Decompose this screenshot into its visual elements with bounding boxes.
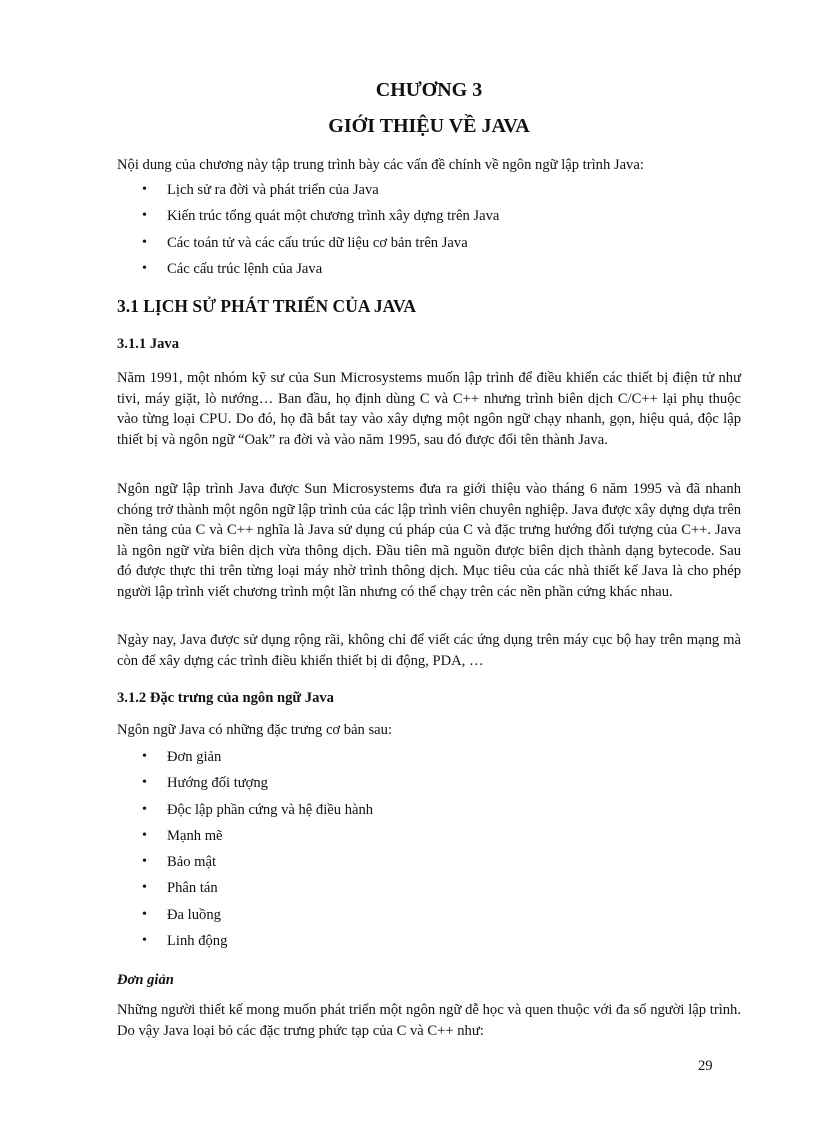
subsection-heading-3-1-1: 3.1.1 Java <box>117 336 180 352</box>
intro-bullet-list <box>117 180 741 285</box>
list-item: • Phân tán <box>117 878 741 904</box>
intro-paragraph: Nội dung của chương này tập trung trình bày các vấn đề chính về ngôn ngữ lập trình Java: <box>117 157 644 173</box>
list-item: • Các toán tử và các cấu trúc dữ liệu cơ bản trên Java <box>117 233 741 259</box>
list-item: • Kiến trúc tổng quát một chương trình xây dựng trên Java <box>117 206 741 232</box>
paragraph-history-2: Ngôn ngữ lập trình Java được Sun Microsystems đưa ra giới thiệu vào tháng 6 năm 1995 và đã nhanh chóng trở thành một ngôn ngữ lập trình của các lập trình viên chuyên nghiệp. Java được xây dựng dựa trên nền tảng của C và C++ nghĩa là Java sử dụng cú pháp của C và đặc trưng hướng đối tượng của C++. Java là ngôn ngữ vừa biên dịch vừa thông dịch. Đầu tiên mã nguồn được biên dịch thành dạng bytecode. Sau đó được thực thi trên từng loại máy nhờ trình thông dịch. Mục tiêu của các nhà thiết kế Java là cho phép người lập trình viết chương trình một lần nhưng có thể chạy trên các nền phần cứng khác nhau. <box>117 481 741 600</box>
section-heading-3-1: 3.1 LỊCH SỬ PHÁT TRIỂN CỦA JAVA <box>117 296 417 316</box>
list-item: • Hướng đối tượng <box>117 773 741 799</box>
list-item: • Mạnh mẽ <box>117 826 741 852</box>
features-bullet-list <box>117 747 741 957</box>
list-item: • Đa luồng <box>117 905 741 931</box>
chapter-number: CHƯƠNG 3 <box>375 79 483 101</box>
subsection-heading-3-1-2: 3.1.2 Đặc trưng của ngôn ngữ Java <box>117 690 334 706</box>
paragraph-simple: Những người thiết kế mong muốn phát triển một ngôn ngữ dễ học và quen thuộc với đa số người lập trình. Do vậy Java loại bỏ các đặc trưng phức tạp của C và C++ như: <box>117 1002 741 1039</box>
page-number: 29 <box>698 1058 713 1074</box>
list-item: • Linh động <box>117 931 741 957</box>
list-item: • Độc lập phần cứng và hệ điều hành <box>117 800 741 826</box>
paragraph-history-3: Ngày nay, Java được sử dụng rộng rãi, không chỉ để viết các ứng dụng trên máy cục bộ hay trên mạng mà còn để xây dựng các trình điều khiển thiết bị di động, PDA, … <box>117 632 741 669</box>
list-item: • Đơn giản <box>117 747 741 773</box>
list-item: • Các cấu trúc lệnh của Java <box>117 259 741 285</box>
feature-heading-simple: Đơn giản <box>117 972 174 988</box>
features-lead: Ngôn ngữ Java có những đặc trưng cơ bản sau: <box>117 722 393 738</box>
list-item: • Bảo mật <box>117 852 741 878</box>
chapter-title: GIỚI THIỆU VỀ JAVA <box>328 115 530 137</box>
paragraph-history-1: Năm 1991, một nhóm kỹ sư của Sun Microsystems muốn lập trình để điều khiển các thiết bị điện tử như tivi, máy giặt, lò nướng… Ban đầu, họ định dùng C và C++ nhưng trình biên dịch C/C++ lại phụ thuộc vào từng loại CPU. Do đó, họ đã bắt tay vào xây dựng một ngôn ngữ chạy nhanh, gọn, hiệu quả, độc lập thiết bị và ngôn ngữ “Oak” ra đời và vào năm 1995, sau đó được đổi tên thành Java. <box>117 370 741 448</box>
list-item: • Lịch sử ra đời và phát triển của Java <box>117 180 741 206</box>
